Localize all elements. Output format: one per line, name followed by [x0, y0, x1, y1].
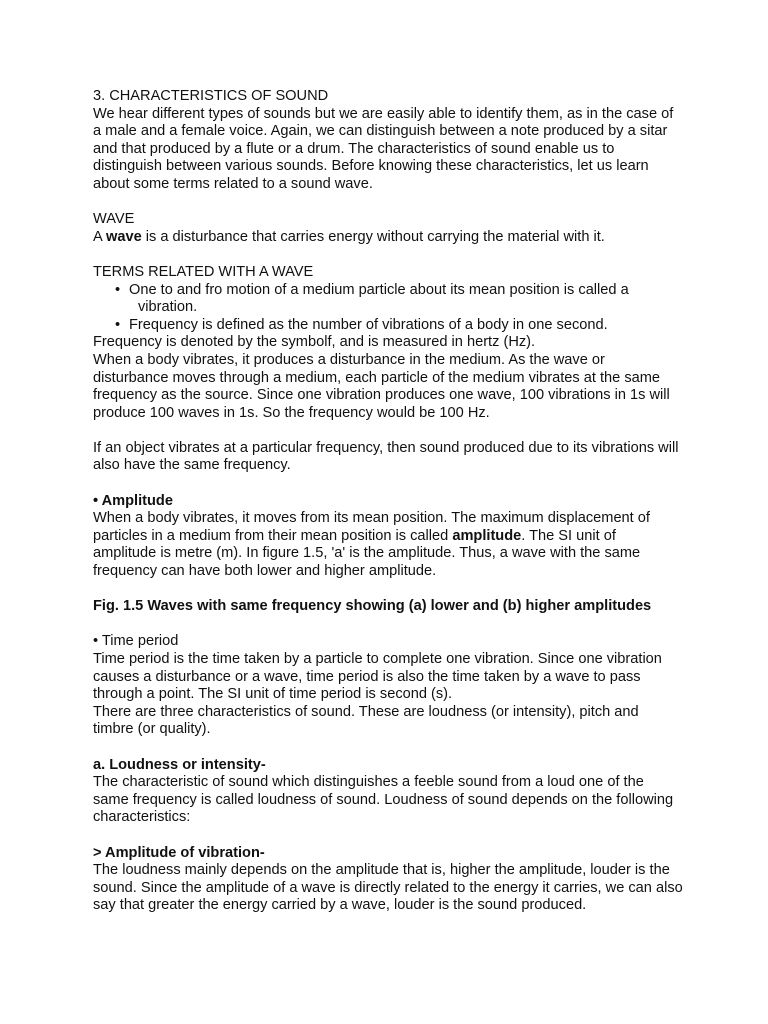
figure-caption — [93, 598, 683, 616]
spacer — [93, 246, 683, 264]
amplitude-para-prefix: When a body vibrates, it moves from its mean position. The maximum displacement of particles in a medium from their mean position is called — [93, 510, 650, 544]
list-item-text: Frequency is defined as the number of vibrations of a body in one second. — [129, 316, 608, 333]
spacer — [93, 422, 683, 440]
spacer — [93, 475, 683, 493]
frequency-symbol-line: Frequency is denoted by the symbolf, and is measured in hertz (Hz). — [93, 334, 536, 351]
amplitude-heading-text: • Amplitude — [93, 492, 173, 509]
amplitude-para-rest: . The SI unit of amplitude is metre (m). In figure 1.5, 'a' is the amplitude. Thus, a wave with the same frequency can have both lower and higher amplitude. — [93, 527, 641, 580]
bullet-dot-icon: • — [115, 281, 121, 298]
amplitude-vibration-paragraph: The loudness mainly depends on the amplitude that is, higher the amplitude, louder is the sound. Since the amplitude of a wave is directly related to the energy it carries, we can also say that greater the energy carried by a wave, louder is the sound produced. — [93, 862, 683, 914]
loudness-paragraph: The characteristic of sound which distinguishes a feeble sound from a loud one of the same frequency is called loudness of sound. Loudness of sound depends on the following characteristics: — [93, 774, 674, 826]
bullet-dot-icon: • — [115, 316, 121, 333]
loudness-heading-text: a. Loudness or intensity- — [93, 756, 266, 773]
list-item — [93, 282, 683, 317]
amplitude-heading — [93, 493, 683, 511]
list-item-text-continued: vibration. — [138, 299, 198, 316]
loudness-heading — [93, 757, 683, 775]
amplitude-vibration-heading — [93, 845, 683, 863]
spacer — [93, 581, 683, 599]
frequency-paragraph: When a body vibrates, it produces a disturbance in the medium. As the wave or disturbance moves through a medium, each particle of the medium vibrates at the same frequency as the source. Since one vibration produces one wave, 100 vibrations in 1s will produce 100 waves in 1s. So the frequency would be 100 Hz. — [93, 351, 670, 421]
figure-caption-text: Fig. 1.5 Waves with same frequency showing (a) lower and (b) higher amplitudes — [93, 598, 652, 615]
document-body — [93, 88, 683, 915]
time-period-heading: • Time period — [93, 633, 179, 650]
spacer — [93, 827, 683, 845]
amplitude-vibration-heading-text: > Amplitude of vibration- — [93, 844, 265, 861]
terms-heading: TERMS RELATED WITH A WAVE — [93, 263, 314, 280]
wave-definition — [93, 229, 683, 247]
terms-list — [93, 282, 683, 335]
wave-def-rest: is a disturbance that carries energy without carrying the material with it. — [141, 228, 605, 245]
amplitude-term: amplitude — [452, 527, 522, 544]
time-period-paragraph: Time period is the time taken by a particle to complete one vibration. Since one vibration causes a disturbance or a wave, time period is also the time taken by a wave to pass through a point. The SI unit of time period is second (s). — [93, 651, 662, 703]
frequency-paragraph-2: If an object vibrates at a particular frequency, then sound produced due to its vibrations will also have the same frequency. — [93, 439, 679, 474]
spacer — [93, 194, 683, 212]
wave-def-prefix: A — [93, 228, 106, 245]
characteristics-paragraph: There are three characteristics of sound. These are loudness (or intensity), pitch and timbre (or quality). — [93, 703, 639, 738]
spacer — [93, 616, 683, 634]
wave-term: wave — [105, 228, 142, 245]
section-heading: 3. CHARACTERISTICS OF SOUND — [93, 88, 329, 104]
list-item-text: One to and fro motion of a medium particle about its mean position is called a — [129, 281, 629, 298]
list-item — [93, 317, 683, 335]
wave-heading: WAVE — [93, 211, 135, 228]
intro-paragraph: We hear different types of sounds but we are easily able to identify them, as in the case of a male and a female voice. Again, we can distinguish between a note produced by a sitar and that produced by a flute or a drum. The characteristics of sound enable us to distinguish between various sounds. Before knowing these characteristics, let us learn about some terms related to a sound wave. — [93, 105, 674, 192]
spacer — [93, 739, 683, 757]
amplitude-paragraph — [93, 510, 683, 580]
